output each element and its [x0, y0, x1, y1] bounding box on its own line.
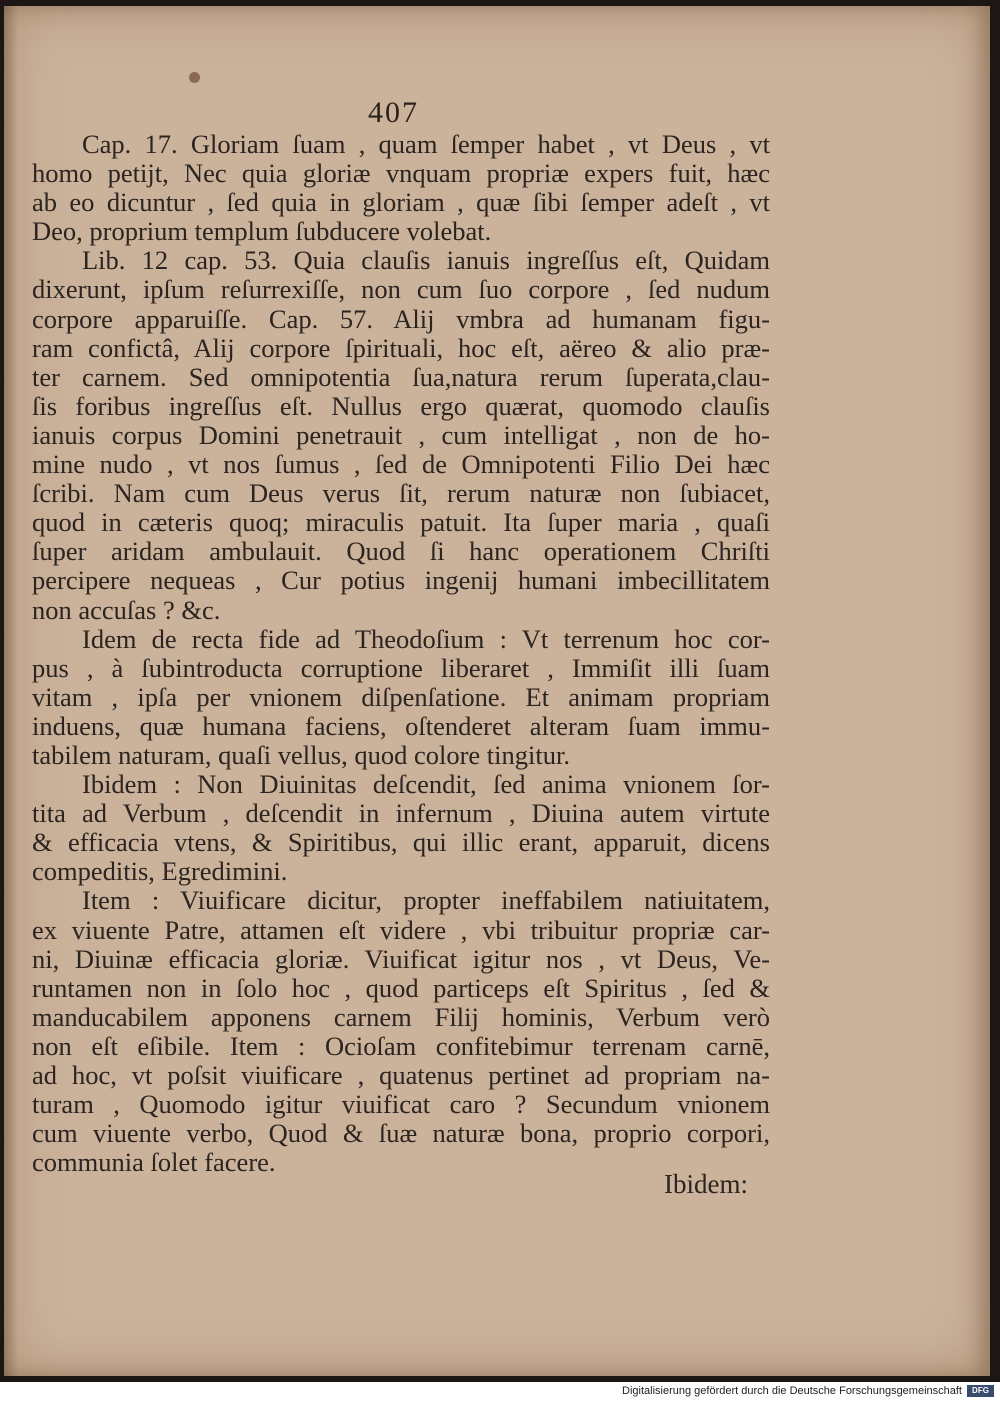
text-line: compeditis, Egredimini. [32, 856, 288, 887]
text-line: quod in cæteris quoq; miraculis patuit. Ita ſuper maria , quaſi [32, 507, 770, 538]
text-line: Cap. 17. Gloriam ſuam , quam ſemper habet , vt Deus , vt [82, 129, 770, 159]
text-line: Item : Viuificare dicitur, propter ineffabilem natiuitatem, [82, 885, 770, 916]
text-line: ſcribi. Nam cum Deus verus ſit, rerum naturæ non ſubiacet, [32, 478, 770, 509]
text-line: ad hoc, vt poſsit viuificare , quatenus pertinet ad propriam na- [32, 1060, 770, 1090]
text-line: ſis foribus ingreſſus eſt. Nullus ergo quærat, quomodo clauſis [32, 390, 770, 421]
text-line: ram confictâ, Alij corpore ſpirituali, hoc eſt, aëreo & alio præ- [32, 332, 770, 363]
text-line: pus , à ſubintroducta corruptione liberaret , Immiſit illi ſuam [32, 652, 770, 683]
text-line: Deo, proprium templum ſubducere volebat. [32, 216, 492, 247]
ink-blot [189, 72, 200, 83]
text-line: non accuſas ? &c. [32, 594, 221, 625]
text-line: ab eo dicuntur , ſed quia in gloriam , quæ ſibi ſemper adeſt , vt [32, 187, 770, 218]
book-page [4, 6, 990, 1376]
text-line: non eſt eſibile. Item : Ocioſam confitebimur terrenam carnē, [32, 1030, 770, 1061]
text-line: ex viuente Patre, attamen eſt videre , vbi tribuitur propriæ car- [32, 914, 770, 945]
text-line: communia ſolet facere. [32, 1147, 276, 1178]
catchword: Ibidem: [664, 1169, 748, 1199]
page-number: 407 [368, 96, 419, 129]
body-text [32, 130, 770, 1177]
text-line: tabilem naturam, quaſi vellus, quod colore tingitur. [32, 739, 570, 770]
text-line: percipere nequeas , Cur potius ingenij humani imbecillitatem [32, 565, 770, 596]
funding-credit: Digitalisierung gefördert durch die Deutsche Forschungsgemeinschaft [622, 1385, 962, 1397]
text-line: vitam , ipſa per vnionem diſpenſatione. Et animam propriam [32, 681, 770, 712]
dfg-logo-icon: DFG [967, 1385, 994, 1397]
text-line: induens, quæ humana faciens, oſtenderet alteram ſuam immu- [32, 710, 770, 741]
text-line: homo petijt, Nec quia gloriæ vnquam propriæ expers fuit, hæc [32, 158, 770, 189]
text-line: turam , Quomodo igitur viuificat caro ? Secundum vnionem [32, 1089, 770, 1120]
text-line: ni, Diuinæ efficacia gloriæ. Viuificat igitur nos , vt Deus, Ve- [32, 943, 770, 974]
digitization-footer [0, 1382, 1000, 1401]
text-line: Ibidem : Non Diuinitas deſcendit, ſed anima vnionem ſor- [82, 769, 770, 800]
text-line: Lib. 12 cap. 53. Quia clauſis ianuis ingreſſus eſt, Quidam [82, 245, 770, 276]
text-line: & efficacia vtens, & Spiritibus, qui illic erant, apparuit, dicens [32, 827, 770, 858]
text-line: corpore apparuiſſe. Cap. 57. Alij vmbra ad humanam figu- [32, 303, 770, 334]
text-line: mine nudo , vt nos ſumus , ſed de Omnipotenti Filio Dei hæc [32, 449, 770, 480]
text-line: tita ad Verbum , deſcendit in infernum , Diuina autem virtute [32, 798, 770, 829]
text-line: manducabilem apponens carnem Filij hominis, Verbum verò [32, 1001, 770, 1032]
text-line: ter carnem. Sed omnipotentia ſua,natura rerum ſuperata,clau- [32, 361, 770, 392]
text-line: runtamen non in ſolo hoc , quod particeps eſt Spiritus , ſed & [32, 972, 770, 1003]
text-line: ſuper aridam ambulauit. Quod ſi hanc operationem Chriſti [32, 536, 770, 567]
text-line: ianuis corpus Domini penetrauit , cum intelligat , non de ho- [32, 419, 770, 450]
text-line: Idem de recta fide ad Theodoſium : Vt terrenum hoc cor- [82, 623, 770, 654]
text-line: cum viuente verbo, Quod & ſuæ naturæ bona, proprio corpori, [32, 1118, 770, 1149]
text-line: dixerunt, ipſum reſurrexiſſe, non cum ſuo corpore , ſed nudum [32, 274, 770, 305]
